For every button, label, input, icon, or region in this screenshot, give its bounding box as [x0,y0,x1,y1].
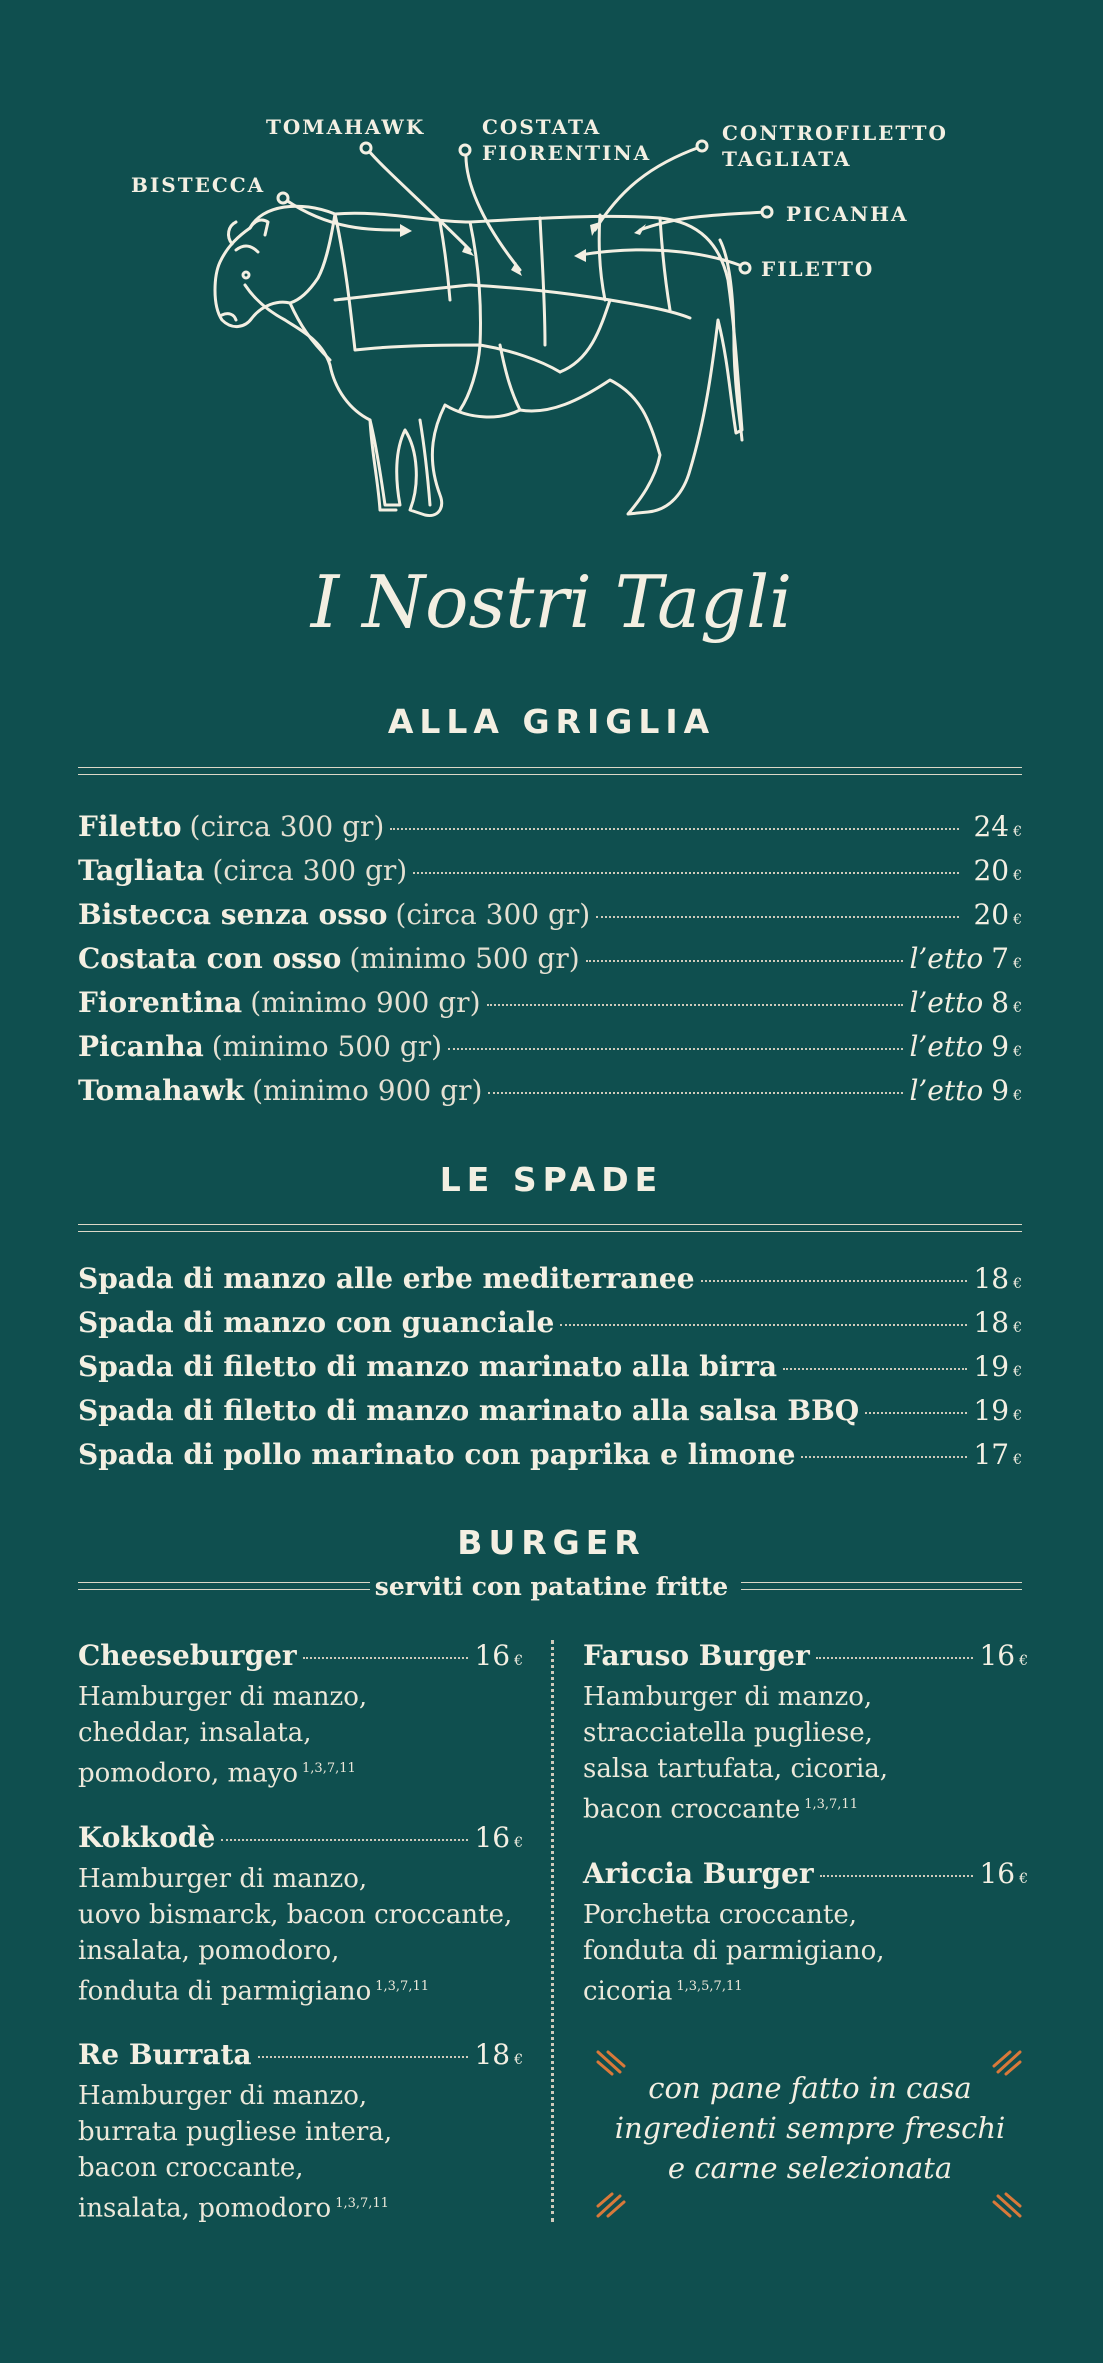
column-divider [551,1640,554,2222]
currency-symbol: € [1013,912,1022,928]
currency-symbol: € [1013,1452,1022,1468]
item-price: 7 [991,942,1010,975]
item-price: 9 [991,1074,1010,1107]
burger-head [583,1638,1028,1679]
burger-desc-line [78,2186,523,2227]
item-price: 18 [973,1262,1010,1295]
tagline-line: con pane fatto in casa [648,2071,972,2105]
menu-item-bistecca [78,898,1022,940]
item-name: Tomahawk [78,1074,245,1107]
section-title-spade: LE SPADE [439,1160,664,1199]
burger-desc-text: pomodoro, mayo [78,1758,299,1789]
accent-sparks-bottom-right [988,2190,1024,2220]
currency-symbol: € [1013,956,1022,972]
allergen-codes: 1,3,7,11 [335,2196,389,2211]
burger-price: 16 [474,1821,511,1854]
label-bistecca: BISTECCA [131,173,266,197]
currency-symbol: € [1019,1871,1028,1887]
dot-leader [596,916,959,918]
item-price: 18 [973,1306,1010,1339]
currency-symbol: € [1019,1653,1028,1669]
currency-symbol: € [1013,1000,1022,1016]
burger-head [78,1638,523,1679]
item-name: Bistecca senza osso [78,898,388,931]
burger-price: 18 [474,2038,511,2071]
item-name: Spada di pollo marinato con paprika e limone [78,1438,796,1471]
currency-symbol: € [514,1835,523,1851]
currency-symbol: € [514,2052,523,2068]
divider-burger-right [741,1582,1022,1590]
burger-desc-text: fonduta di parmigiano [78,1976,372,2007]
burger-ariccia [583,1856,1028,2010]
dot-leader [701,1280,968,1282]
burger-desc-line: cheddar, insalata, [78,1718,312,1748]
accent-sparks-bottom-left [594,2190,630,2220]
burger-name: Faruso Burger [583,1639,810,1672]
item-price: 20 [973,854,1010,887]
section-title-burger: BURGER [457,1523,646,1562]
item-price: 19 [973,1350,1010,1383]
label-picanha: PICANHA [786,202,909,226]
burger-desc-line [583,1969,1028,2010]
burger-desc-line: stracciatella pugliese, [583,1718,873,1748]
menu-item-picanha [78,1030,1022,1072]
item-name: Fiorentina [78,986,243,1019]
menu-item-spada-erbe [78,1262,1022,1304]
burger-name: Re Burrata [78,2038,252,2071]
dot-leader [586,960,904,962]
beef-cuts-diagram [0,0,1103,560]
item-unit: l’etto [909,986,984,1019]
page-title: I Nostri Tagli [310,560,793,644]
dot-leader [488,1092,903,1094]
dot-leader [258,2056,469,2058]
item-name: Filetto [78,810,182,843]
burger-desc-line: Hamburger di manzo, [78,2081,368,2111]
label-controfiletto [722,120,948,172]
dot-leader [865,1412,967,1414]
item-name: Spada di filetto di manzo marinato alla birra [78,1350,778,1383]
burger-desc-line: bacon croccante, [78,2153,304,2183]
menu-item-fiorentina [78,986,1022,1028]
currency-symbol: € [1013,868,1022,884]
tagline-line: e carne selezionata [667,2151,953,2185]
item-price: 20 [973,898,1010,931]
tagline [600,2068,1020,2188]
menu-item-tagliata [78,854,1022,896]
item-note: (circa 300 gr) [395,898,591,931]
burger-desc-line: uovo bismarck, bacon croccante, [78,1900,513,1930]
label-controfiletto-line1: CONTROFILETTO [722,121,948,145]
burger-subheading: serviti con patatine fritte [374,1572,729,1601]
menu-item-spada-guanciale [78,1306,1022,1348]
item-note: (minimo 500 gr) [349,942,580,975]
allergen-codes: 1,3,7,11 [375,1979,430,1994]
burger-head [583,1856,1028,1897]
burger-cheeseburger [78,1638,523,1792]
item-note: (minimo 900 gr) [252,1074,483,1107]
section-title-griglia: ALLA GRIGLIA [387,702,716,741]
currency-symbol: € [1013,1320,1022,1336]
dot-leader [448,1048,903,1050]
burger-price: 16 [979,1857,1016,1890]
menu-item-costata [78,942,1022,984]
label-costata-line1: COSTATA [482,115,602,139]
burger-desc-text: insalata, pomodoro [78,2193,332,2224]
burger-name: Cheeseburger [78,1639,297,1672]
item-price: 17 [973,1438,1010,1471]
currency-symbol: € [1013,824,1022,840]
burger-name: Ariccia Burger [583,1857,814,1890]
burger-desc-line [78,1969,523,2010]
dot-leader [303,1657,469,1659]
dot-leader [413,872,959,874]
burger-desc-line: Hamburger di manzo, [78,1864,368,1894]
burger-desc-line: Hamburger di manzo, [78,1682,368,1712]
dot-leader [801,1456,967,1458]
item-price: 9 [991,1030,1010,1063]
item-name: Spada di manzo alle erbe mediterranee [78,1262,695,1295]
burger-kokkode [78,1820,523,2010]
burger-desc-line [78,1751,523,1792]
item-unit: l’etto [909,1030,984,1063]
item-price: 24 [973,810,1010,843]
dot-leader [390,828,959,830]
menu-item-tomahawk [78,1074,1022,1116]
burger-desc-text: bacon croccante [583,1794,801,1825]
dot-leader [783,1368,967,1370]
burger-desc-line: salsa tartufata, cicoria, [583,1754,889,1784]
item-price: 8 [991,986,1010,1019]
menu-item-spada-birra [78,1350,1022,1392]
burger-price: 16 [979,1639,1016,1672]
burger-name: Kokkodè [78,1821,216,1854]
burger-desc-line: burrata pugliese intera, [78,2117,393,2147]
dot-leader [560,1324,967,1326]
allergen-codes: 1,3,5,7,11 [676,1979,743,1994]
burger-price: 16 [474,1639,511,1672]
burger-desc-text: cicoria [583,1976,673,2007]
currency-symbol: € [514,1653,523,1669]
menu-item-spada-bbq [78,1394,1022,1436]
item-name: Costata con osso [78,942,342,975]
item-name: Spada di manzo con guanciale [78,1306,555,1339]
item-note: (minimo 900 gr) [250,986,481,1019]
item-note: (minimo 500 gr) [211,1030,443,1063]
item-note: (circa 300 gr) [189,810,385,843]
burger-head [78,2037,523,2078]
item-unit: l’etto [909,942,984,975]
divider-spade [78,1224,1022,1232]
tagline-line: ingredienti sempre freschi [614,2111,1006,2145]
burger-desc-line: Porchetta croccante, [583,1900,857,1930]
currency-symbol: € [1013,1408,1022,1424]
currency-symbol: € [1013,1364,1022,1380]
allergen-codes: 1,3,7,11 [302,1761,356,1776]
currency-symbol: € [1013,1088,1022,1104]
menu-item-spada-pollo [78,1438,1022,1480]
burger-desc-line: fonduta di parmigiano, [583,1936,885,1966]
label-costata [482,114,651,166]
dot-leader [221,1839,468,1841]
currency-symbol: € [1013,1044,1022,1060]
item-name: Spada di filetto di manzo marinato alla salsa BBQ [78,1394,860,1427]
dot-leader [487,1004,904,1006]
label-costata-line2: FIORENTINA [482,141,652,165]
divider-griglia [78,767,1022,775]
item-name: Picanha [78,1030,204,1063]
label-controfiletto-line2: TAGLIATA [722,147,852,171]
burger-desc-line [583,1787,1028,1828]
menu-item-filetto [78,810,1022,852]
dot-leader [816,1657,974,1659]
cow-illustration [0,0,1103,560]
burger-head [78,1820,523,1861]
item-name: Tagliata [78,854,205,887]
item-price: 19 [973,1394,1010,1427]
label-filetto: FILETTO [761,257,875,281]
item-note: (circa 300 gr) [212,854,408,887]
burger-desc-line: Hamburger di manzo, [583,1682,873,1712]
dot-leader [820,1875,974,1877]
burger-re-burrata [78,2037,523,2227]
label-tomahawk: TOMAHAWK [266,115,426,139]
burger-faruso [583,1638,1028,1828]
allergen-codes: 1,3,7,11 [804,1797,858,1812]
item-unit: l’etto [909,1074,984,1107]
burger-desc-line: insalata, pomodoro, [78,1936,340,1966]
currency-symbol: € [1013,1276,1022,1292]
